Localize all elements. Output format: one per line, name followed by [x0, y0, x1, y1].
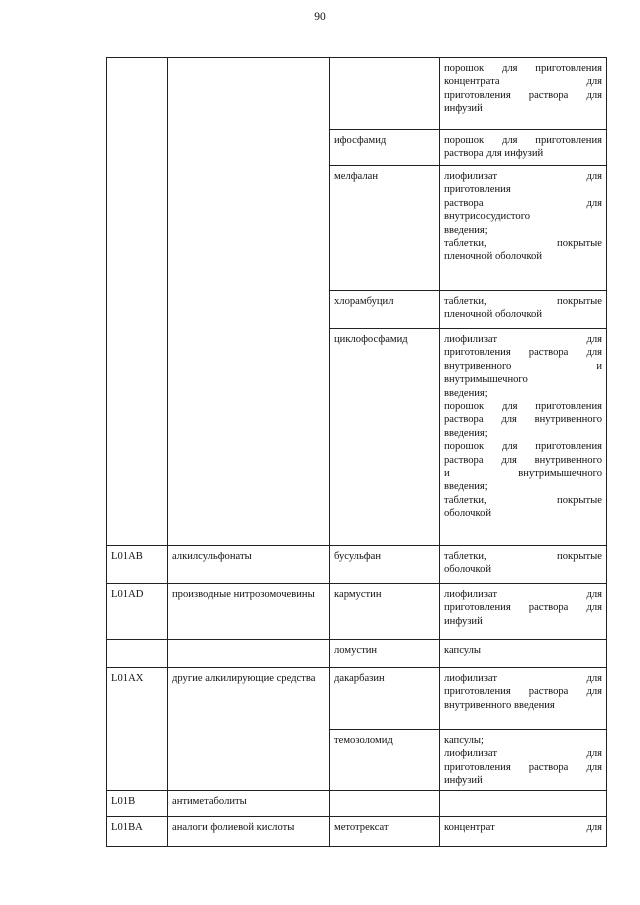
dosage-form-line: таблетки, покрытые [444, 551, 602, 562]
group-cell [168, 640, 330, 668]
table-row [107, 166, 607, 291]
dosage-form-line: капсулы [444, 645, 482, 656]
atc-code-cell [107, 58, 168, 130]
dosage-form-cell [440, 166, 607, 291]
dosage-form-line: таблетки, покрытые [444, 296, 602, 307]
drug-table [106, 57, 607, 847]
dosage-form-line: раствора для внутривенного [444, 454, 602, 466]
atc-code-cell: L01AD [107, 584, 168, 640]
dosage-form-line: инфузий [444, 103, 483, 115]
dosage-form-cell [440, 816, 607, 846]
drug-name-cell: метотрексат [330, 816, 440, 846]
dosage-form-line: пленочной оболочкой [444, 309, 543, 321]
dosage-form-line: раствора для инфузий [444, 148, 544, 160]
atc-code-cell: L01BA [107, 816, 168, 846]
dosage-form-cell [440, 329, 607, 546]
dosage-form-cell [440, 130, 607, 166]
atc-code-cell: L01AX [107, 668, 168, 730]
dosage-form-line: раствора для [444, 197, 602, 209]
dosage-form-line: таблетки, покрытые [444, 238, 602, 250]
dosage-form-cell [440, 584, 607, 640]
table-row [107, 58, 607, 130]
drug-name-cell: циклофосфамид [330, 329, 440, 546]
dosage-form-line: приготовления раствора для [444, 89, 602, 101]
dosage-form-line: инфузий [444, 615, 483, 627]
atc-code-cell [107, 291, 168, 329]
table-row [107, 329, 607, 546]
dosage-form-line: введения; [444, 481, 488, 493]
dosage-form-line: порошок для приготовления [444, 401, 602, 413]
dosage-form-line: приготовления [444, 184, 511, 196]
table-row [107, 584, 607, 640]
group-cell: производные нитрозомочевины [168, 584, 330, 640]
group-cell: другие алкилирующие средства [168, 668, 330, 730]
dosage-form-line: введения; [444, 387, 488, 399]
drug-name-cell: темозоломид [330, 730, 440, 791]
atc-code-cell [107, 730, 168, 791]
drug-name-cell: ифосфамид [330, 130, 440, 166]
table-row [107, 730, 607, 791]
atc-code-cell [107, 166, 168, 291]
dosage-form-line: пленочной оболочкой [444, 251, 543, 263]
dosage-form-cell [440, 790, 607, 816]
page-number: 90 [314, 11, 326, 23]
atc-code-cell [107, 130, 168, 166]
dosage-form-line: внутривенного и [444, 360, 602, 372]
dosage-form-line: оболочкой [444, 564, 492, 576]
dosage-form-cell [440, 546, 607, 584]
table-row [107, 790, 607, 816]
dosage-form-line: концентрат для [444, 821, 602, 833]
dosage-form-line: лиофилизат для [444, 748, 602, 760]
drug-name-cell: ломустин [330, 640, 440, 668]
atc-code-cell [107, 640, 168, 668]
dosage-form-cell [440, 291, 607, 329]
dosage-form-line: лиофилизат для [444, 589, 602, 600]
dosage-form-line: введения; [444, 427, 488, 439]
table-row [107, 546, 607, 584]
table-row [107, 640, 607, 668]
dosage-form-line: приготовления раствора для [444, 347, 602, 359]
dosage-form-line: оболочкой [444, 508, 492, 520]
dosage-form-line: порошок для приготовления [444, 441, 602, 453]
drug-name-cell: дакарбазин [330, 668, 440, 730]
table-row [107, 668, 607, 730]
atc-code-cell [107, 329, 168, 546]
dosage-form-line: лиофилизат для [444, 171, 602, 182]
dosage-form-line: внутримышечного [444, 374, 528, 386]
group-cell [168, 166, 330, 291]
dosage-form-line: лиофилизат для [444, 673, 602, 684]
group-cell: алкилсульфонаты [168, 546, 330, 584]
table-row [107, 816, 607, 846]
drug-name-cell: бусульфан [330, 546, 440, 584]
dosage-form-line: капсулы; [444, 735, 484, 746]
table-row [107, 291, 607, 329]
group-cell [168, 329, 330, 546]
dosage-form-line: таблетки, покрытые [444, 494, 602, 506]
dosage-form-line: и внутримышечного [444, 468, 602, 480]
dosage-form-line: концентрата для [444, 76, 602, 88]
drug-name-cell: кармустин [330, 584, 440, 640]
dosage-form-line: внутривенного введения [444, 699, 555, 711]
drug-name-cell: мелфалан [330, 166, 440, 291]
drug-name-cell [330, 58, 440, 130]
dosage-form-cell [440, 58, 607, 130]
group-cell [168, 291, 330, 329]
dosage-form-line: порошок для приготовления [444, 63, 602, 74]
dosage-form-cell [440, 668, 607, 730]
atc-code-cell: L01AB [107, 546, 168, 584]
dosage-form-line: введения; [444, 224, 488, 236]
table-row [107, 130, 607, 166]
group-cell [168, 730, 330, 791]
dosage-form-line: приготовления раствора для [444, 761, 602, 773]
group-cell: аналоги фолиевой кислоты [168, 816, 330, 846]
dosage-form-line: приготовления раствора для [444, 602, 602, 614]
dosage-form-line: раствора для внутривенного [444, 414, 602, 426]
dosage-form-line: внутрисосудистого [444, 211, 531, 223]
dosage-form-line: порошок для приготовления [444, 135, 602, 146]
drug-name-cell: хлорамбуцил [330, 291, 440, 329]
group-cell [168, 58, 330, 130]
dosage-form-cell [440, 640, 607, 668]
dosage-form-line: приготовления раствора для [444, 686, 602, 698]
atc-code-cell: L01B [107, 790, 168, 816]
group-cell: антиметаболиты [168, 790, 330, 816]
dosage-form-line: лиофилизат для [444, 334, 602, 345]
dosage-form-line: инфузий [444, 775, 483, 787]
drug-name-cell [330, 790, 440, 816]
dosage-form-cell [440, 730, 607, 791]
group-cell [168, 130, 330, 166]
